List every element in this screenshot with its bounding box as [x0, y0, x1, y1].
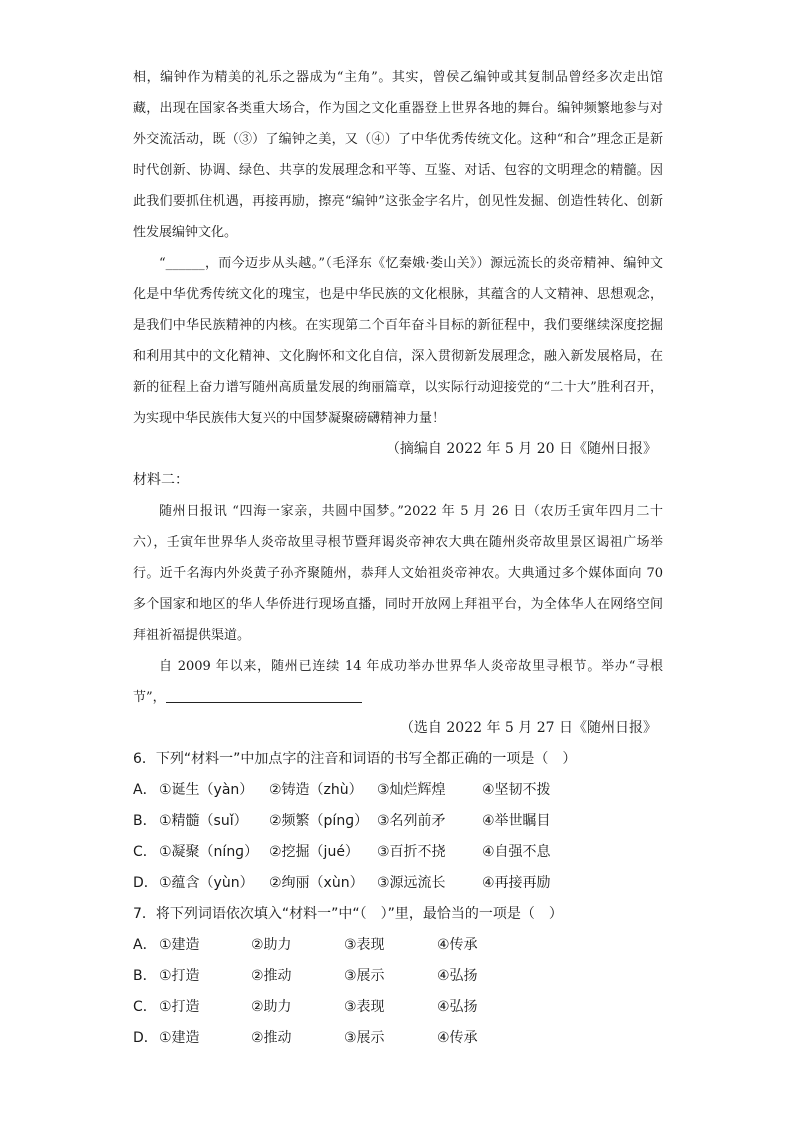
option-item: ③展示 [344, 1030, 385, 1046]
question-6-option-a[interactable] [133, 775, 663, 806]
option-item: ④自强不息 [482, 844, 551, 860]
option-item: ①建造 [159, 937, 200, 953]
option-item: ①建造 [159, 1030, 200, 1046]
material2-paragraph-1: 随州日报讯 “四海一家亲，共圆中国梦。”2022 年 5 月 26 日（农历壬寅年四月二十六），壬寅年世界华人炎帝故里寻根节暨拜谒炎帝神农大典在随州炎帝故里景区谒祖广场举行。近千名海内外炎黄子孙齐聚随州，恭拜人文始祖炎帝神农。大典通过多个媒体面向 70 多个国家和地区的华人华侨进行现场直播，同时开放网上拜祖平台，为全体华人在网络空间拜祖祈福提供渠道。 [133, 504, 663, 643]
option-item: ①打造 [159, 999, 200, 1015]
option-item: ②推动 [251, 968, 292, 984]
option-item: ①蕴含（yùn） [159, 875, 254, 891]
option-item: ②助力 [251, 937, 292, 953]
option-item: ③名列前矛 [377, 813, 446, 829]
question-7 [133, 899, 663, 1054]
option-letter: B． [133, 813, 157, 829]
option-item: ④再接再励 [482, 875, 551, 891]
option-item: ④传承 [437, 1030, 478, 1046]
option-item: ④弘扬 [437, 968, 478, 984]
option-item: ②频繁（pínɡ） [269, 813, 369, 829]
question-7-option-c[interactable] [133, 992, 663, 1023]
option-letter: B． [133, 968, 157, 984]
option-item: ②挖掘（jué） [269, 844, 359, 860]
option-item: ③灿烂辉煌 [377, 782, 446, 798]
option-item: ②推动 [251, 1030, 292, 1046]
fill-in-blank[interactable] [166, 686, 362, 703]
question-7-stem: 7．将下列词语依次填入“材料一”中“（ ）”里，最恰当的一项是（ ） [133, 906, 563, 922]
option-item: ④坚韧不拨 [482, 782, 551, 798]
question-6-option-b[interactable] [133, 806, 663, 837]
material1-paragraph-2: “______，而今迈步从头越。”（毛泽东《忆秦娥·娄山关》）源远流长的炎帝精神、编钟文化是中华优秀传统文化的瑰宝，也是中华民族的文化根脉，其蕴含的人文精神、思想观念，是我们中华民族精神的内核。在实现第二个百年奋斗目标的新征程中，我们要继续深度挖掘和利用其中的文化精神、文化胸怀和文化自信，深入贯彻新发展理念，融入新发展格局，在新的征程上奋力谱写随州高质量发展的绚丽篇章，以实际行动迎接党的“二十大”胜利召开，为实现中华民族伟大复兴的中国梦凝聚磅礴精神力量！ [133, 256, 663, 426]
question-6 [133, 744, 663, 899]
material2-label: 材料二： [133, 472, 189, 488]
option-item: ④传承 [437, 937, 478, 953]
question-6-option-c[interactable] [133, 837, 663, 868]
material2-paragraph-2 [133, 651, 663, 713]
option-item: ①打造 [159, 968, 200, 984]
page-content [133, 62, 663, 1054]
option-item: ④举世瞩目 [482, 813, 551, 829]
option-letter: A． [133, 782, 157, 798]
question-7-option-a[interactable] [133, 930, 663, 961]
option-item: ①精髓（suǐ） [159, 813, 248, 829]
option-item: ③源远流长 [377, 875, 446, 891]
question-6-stem: 6．下列“材料一”中加点字的注音和词语的书写全都正确的一项是（ ） [133, 751, 577, 767]
option-item: ③展示 [344, 968, 385, 984]
option-item: ③表现 [344, 999, 385, 1015]
option-item: ①凝聚（nínɡ） [159, 844, 259, 860]
option-letter: C． [133, 999, 157, 1015]
option-item: ②绚丽（xùn） [269, 875, 364, 891]
option-item: ③表现 [344, 937, 385, 953]
option-item: ④弘扬 [437, 999, 478, 1015]
material1-source: （摘编自 2022 年 5 月 20 日《随州日报》 [385, 441, 657, 457]
option-item: ②铸造（zhù） [269, 782, 363, 798]
material2-source: （选自 2022 年 5 月 27 日《随州日报》 [399, 720, 657, 736]
material1-paragraph-1: 相，编钟作为精美的礼乐之器成为“主角”。其实，曾侯乙编钟或其复制品曾经多次走出馆藏，出现在国家各类重大场合，作为国之文化重器登上世界各地的舞台。编钟频繁地参与对外交流活动，既（③）了编钟之美，又（④）了中华优秀传统文化。这种“和合”理念正是新时代创新、协调、绿色、共享的发展理念和平等、互鉴、对话、包容的文明理念的精髓。因此我们要抓住机遇，再接再励，擦亮“编钟”这张金字名片，创见性发掘、创造性转化、创新性发展编钟文化。 [133, 70, 663, 240]
question-6-option-d[interactable] [133, 868, 663, 899]
option-letter: D． [133, 875, 158, 891]
question-7-option-d[interactable] [133, 1023, 663, 1054]
option-item: ①诞生（yàn） [159, 782, 254, 798]
option-item: ②助力 [251, 999, 292, 1015]
question-7-option-b[interactable] [133, 961, 663, 992]
option-letter: C． [133, 844, 157, 860]
option-letter: A． [133, 937, 157, 953]
material2-paragraph-2-text: 自 2009 年以来，随州已连续 14 年成功举办世界华人炎帝故里寻根节。举办“寻根节”， [133, 659, 663, 705]
option-item: ③百折不挠 [377, 844, 446, 860]
option-letter: D． [133, 1030, 158, 1046]
